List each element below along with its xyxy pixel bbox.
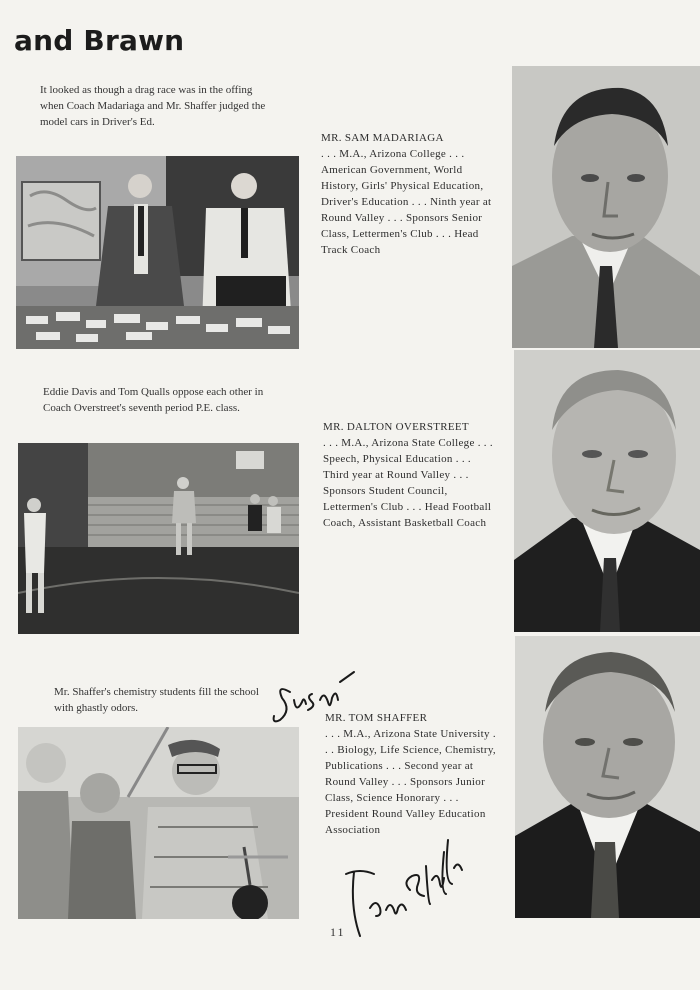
faculty-details: . . . M.A., Arizona College . . . American Government, World History, Girls' Physical Education, Driver's Education . . . Ninth year at Round Valley . . . Sponsors Senior Class, Lettermen's Club . . . Head Track Coach <box>321 148 492 256</box>
photo-gym <box>18 443 299 634</box>
caption-chemistry: Mr. Shaffer's chemistry students fill the school with ghastly odors. <box>54 686 259 714</box>
faculty-bio-overstreet <box>323 419 497 531</box>
faculty-details: . . . M.A., Arizona State University . . . Biology, Life Science, Chemistry, Publications . . . Second year at Round Valley . . . Sponsors Junior Class, Science Honorary . . . President Round Valley Education Association <box>325 728 496 836</box>
handwritten-signature-bottom <box>340 812 470 942</box>
faculty-name: MR. DALTON OVERSTREET <box>323 421 469 433</box>
handwritten-signature-top <box>268 660 358 740</box>
faculty-bio-madariaga <box>321 130 497 258</box>
caption-model-cars: It looked as though a drag race was in the offing when Coach Madariaga and Mr. Shaffer judged the model cars in Driver's Ed. <box>40 84 266 128</box>
photo-model-cars <box>16 156 299 349</box>
photo-chemistry <box>18 727 299 919</box>
page-heading: and Brawn <box>14 24 185 57</box>
portrait-madariaga <box>512 66 700 348</box>
portrait-shaffer <box>515 636 700 918</box>
caption-gym: Eddie Davis and Tom Qualls oppose each other in Coach Overstreet's seventh period P.E. class. <box>43 386 264 414</box>
portrait-overstreet <box>514 350 700 632</box>
page-number: 11 <box>330 925 346 939</box>
faculty-name: MR. SAM MADARIAGA <box>321 132 444 144</box>
faculty-name: MR. TOM SHAFFER <box>325 712 428 724</box>
faculty-details: . . . M.A., Arizona State College . . . Speech, Physical Education . . . Third year at Round Valley . . . Sponsors Student Council, Lettermen's Club . . . Head Football Coach, Assistant Basketball Coach <box>323 437 493 529</box>
